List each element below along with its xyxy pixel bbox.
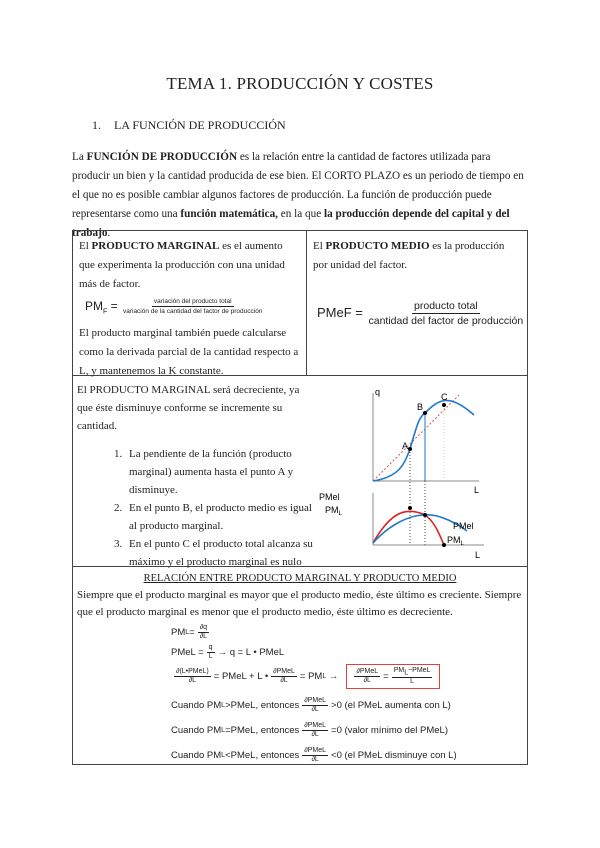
intro-paragraph: La FUNCIÓN DE PRODUCCIÓN es la relación entre la cantidad de factores utilizada para producir un bien y la cantidad producida de ese bien. El CORTO PLAZO es un periodo de tiempo en el que no es posible cambiar algunos factores de producción. La función de producción puede representarse como una función matemática, en la que la producción depende del capital y del trabajo. xyxy=(72,151,524,239)
axis-l-top: L xyxy=(474,485,480,495)
list-item: 1. La pendiente de la función (producto marginal) aumenta hasta el punto A y disminuye. xyxy=(125,445,317,499)
axis-pml: $PM_L$ xyxy=(325,505,342,517)
axis-pmel: PMel xyxy=(319,492,340,502)
production-graph xyxy=(309,385,519,563)
list-item: 2. En el punto B, el producto medio es igual al producto marginal. xyxy=(125,499,317,535)
axis-q: q xyxy=(375,387,381,397)
decreciente-cell: El PRODUCTO MARGINAL será decreciente, ya que éste disminuye conforme se incremente su cantidad. 1. La pendiente de la función (producto marginal) aumenta hasta el punto A y disminuye. 2. En el punto B, el producto medio es igual al producto marginal. 3. En el punto C el producto total alcanza su máximo y el producto marginal es nulo q B C A L PMel $PM_L$ PMel $PM_L$ L xyxy=(73,375,527,567)
relacion-title: RELACIÓN ENTRE PRODUCTO MARGINAL Y PRODUCTO MEDIO xyxy=(143,573,457,584)
page-title: TEMA 1. PRODUCCIÓN Y COSTES xyxy=(166,74,434,93)
list-item: 3. En el punto C el producto total alcanza su máximo y el producto marginal es nulo xyxy=(125,535,317,571)
highlighted-result: $\frac{\text{∂PMeL}}{\partial L}$ = $\frac{PM_L-PMeL}{L}$ xyxy=(346,664,440,689)
label-c: C xyxy=(441,392,448,402)
medio-formula: PMeF = $\frac{\text{producto total}}{\text{cantidad del factor de producción}}$ xyxy=(317,300,524,327)
curve-pmel-label: PMel xyxy=(453,521,474,531)
relacion-cell: RELACIÓN ENTRE PRODUCTO MARGINAL Y PRODUCTO MEDIO Siempre que el producto marginal es mayor que el producto medio, éste último es creciente. Siempre que el producto marginal es menor que el producto medio, éste último es decreciente. PM L = $\frac{\partial q}{\partial L}$ PMeL = $\frac{q}{L}$ → q = L • PMeL $\frac{\text{∂(L•PMeL)}}{\partial L}$ = PMeL + L • $\frac{\text{∂PMeL}}{\partial L}$ = PM L → $\frac{\text{∂PMeL}}{\partial L}$ = $\frac{PM_L-PMeL}{L}$ Cuando PM L >PMeL, entonces $\frac{\text{∂PMeL}}{\partial L}$ >0 (el PMeL aumenta con L) Cuando PM L =PMeL, entonces $\frac{\text{∂PMeL}}{\partial L}$ =0 (valor mínimo del PMeL) Cuando PM L <PMeL, entonces $\frac{\text{∂PMeL}}{\partial L}$ <0 (el PMeL disminuye con L) xyxy=(73,566,527,764)
concepts-table xyxy=(72,230,528,765)
points-list xyxy=(77,445,317,571)
axis-l-bottom: L xyxy=(475,550,481,560)
medio-cell: El PRODUCTO MEDIO es la producción por unidad del factor. PMeF = $\frac{\text{producto total}}{\text{cantidad del factor de producción}}$ xyxy=(313,240,524,327)
label-b: B xyxy=(417,402,424,412)
label-a: A xyxy=(402,441,409,451)
marginal-formula: $PM_F$ = $\frac{\text{variación del producto total}}{\text{variación de la cantidad del factor de producción}}$ xyxy=(85,298,263,316)
curve-pml-label: $PM_L$ xyxy=(447,535,464,547)
equations: PM L = $\frac{\partial q}{\partial L}$ PMeL = $\frac{q}{L}$ → q = L • PMeL $\frac{\text{∂(L•PMeL)}}{\partial L}$ = PMeL + L • $\frac{\text{∂PMeL}}{\partial L}$ = PM L → $\frac{\text{∂PMeL}}{\partial L}$ = $\frac{PM_L-PMeL}{L}$ Cuando PM L >PMeL, entonces $\frac{\text{∂PMeL}}{\partial L}$ >0 (el PMeL aumenta con L) Cuando PM L =PMeL, entonces $\frac{\text{∂PMeL}}{\partial L}$ =0 (valor mínimo del PMeL) Cuando PM L <PMeL, entonces $\frac{\text{∂PMeL}}{\partial L}$ <0 (el PMeL disminuye con L) xyxy=(171,624,457,764)
marginal-cell: El PRODUCTO MARGINAL es el aumento que experimenta la producción con una unidad más de factor. $PM_F$ = $\frac{\text{variación del producto total}}{\text{variación de la cantidad del factor de producción}}$ El producto marginal también puede calcularse como la derivada parcial de la cantidad respecto a L, y mantenemos la K constante. xyxy=(73,231,307,375)
section-heading: 1. LA FUNCIÓN DE PRODUCCIÓN xyxy=(92,118,286,132)
